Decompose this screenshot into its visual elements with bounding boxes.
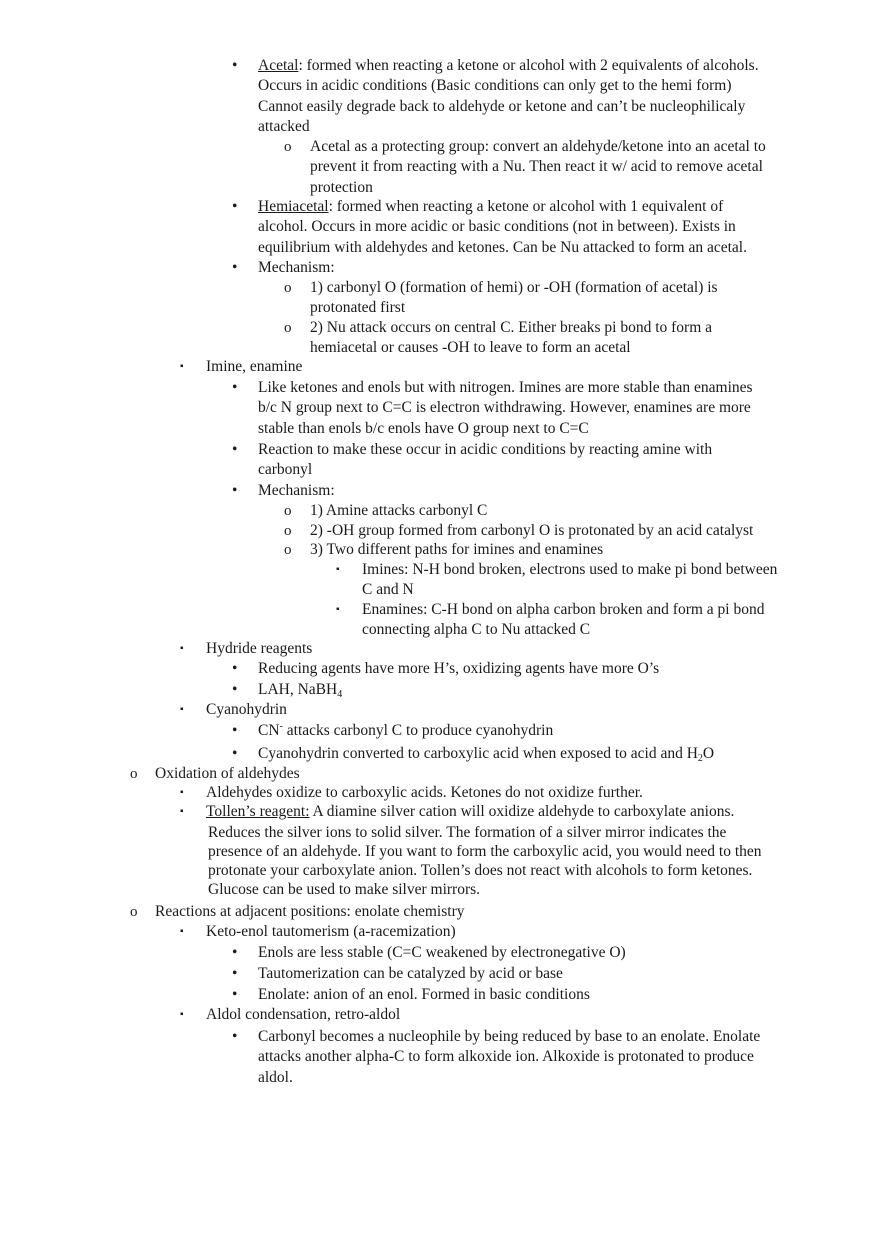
bullet-dot: •: [232, 745, 238, 762]
acetal-line: attacked: [258, 117, 310, 135]
text-line: 1) Amine attacks carbonyl C: [310, 502, 488, 519]
list-item: [232, 964, 830, 984]
text-line: protection: [310, 178, 373, 196]
subscript: 2: [697, 753, 703, 764]
bullet-dot: •: [232, 259, 238, 276]
tollens-paragraph: [208, 823, 840, 899]
text-line: Carbonyl becomes a nucleophile by being reduced by base to an enolate. Enolate: [258, 1028, 761, 1045]
text-line: aldol.: [258, 1068, 293, 1086]
section-heading: Cyanohydrin: [206, 701, 287, 718]
list-item: [232, 440, 830, 481]
bullet-square: ▪: [180, 787, 184, 798]
bullet-dot: •: [232, 441, 238, 458]
bullet-circle: o: [284, 139, 292, 155]
list-item: [232, 943, 830, 963]
list-item: [232, 744, 830, 764]
bullet-dot: •: [232, 1028, 238, 1045]
bullet-dot: •: [232, 57, 238, 74]
list-item-aldol: [180, 1005, 830, 1025]
bullet-square: ▪: [336, 564, 340, 575]
text-line: LAH, NaBH: [258, 681, 338, 698]
list-item-acetal-protecting: [284, 137, 830, 198]
text-line: Mechanism:: [258, 482, 335, 499]
acetal-line: Cannot easily degrade back to aldehyde or ketone and can’t be nucleophilicaly: [258, 97, 746, 115]
text-line: Cyanohydrin converted to carboxylic acid when exposed to acid and H: [258, 745, 698, 762]
text-line: A diamine silver cation will oxidize aldehyde to carboxylate anions.: [309, 803, 735, 820]
text-line: CN: [258, 722, 280, 739]
bullet-circle: o: [284, 503, 292, 519]
bullet-dot: •: [232, 660, 238, 677]
text-line: Aldehydes oxidize to carboxylic acids. Ketones do not oxidize further.: [206, 784, 643, 801]
text-line: Like ketones and enols but with nitrogen. Imines are more stable than enamines: [258, 379, 753, 396]
text-line: Reducing agents have more H’s, oxidizing agents have more O’s: [258, 660, 660, 677]
list-item-enamines-path: [336, 600, 830, 641]
text-line: b/c N group next to C=C is electron withdrawing. However, enamines are more: [258, 399, 751, 417]
section-heading: Oxidation of aldehydes: [155, 765, 300, 782]
bullet-dot: •: [232, 944, 238, 961]
section-heading: Keto-enol tautomerism (a-racemization): [206, 923, 456, 940]
text-line: equilibrium with aldehydes and ketones. Can be Nu attacked to form an acetal.: [258, 238, 747, 256]
text-line: stable than enols b/c enols have O group next to C=C: [258, 419, 589, 437]
text-line: O: [702, 745, 715, 762]
bullet-square: ▪: [180, 1009, 184, 1020]
text-line: 3) Two different paths for imines and enamines: [310, 541, 604, 558]
list-item-adjacent-reactions: [130, 902, 830, 922]
list-item-cyanohydrin: [180, 700, 830, 720]
bullet-square: ▪: [180, 806, 184, 817]
text-line: 1) carbonyl O (formation of hemi) or -OH (formation of acetal) is: [310, 279, 718, 296]
text-line: attacks carbonyl C to produce cyanohydrin: [282, 722, 554, 739]
list-item-mech-step-1: [284, 278, 830, 319]
text-line: Reduces the silver ions to solid silver. The formation of a silver mirror indicates the: [208, 824, 727, 841]
section-heading: Imine, enamine: [206, 358, 303, 375]
text-line: protonated first: [310, 299, 406, 317]
bullet-circle: o: [284, 280, 292, 296]
list-item-mechanism: [232, 258, 830, 278]
list-item-mech-step-1: [284, 501, 830, 521]
text-line: 2) -OH group formed from carbonyl O is protonated by an acid catalyst: [310, 522, 754, 539]
text-line: connecting alpha C to Nu attacked C: [362, 621, 591, 639]
list-item-tollens: [180, 802, 840, 822]
list-item-imine-enamine: [180, 357, 830, 377]
bullet-square: ▪: [180, 361, 184, 372]
text-line: Enamines: C-H bond on alpha carbon broken and form a pi bond: [362, 601, 765, 618]
text-line: protonate your carboxylate anion. Tollen’s does not react with alcohols to form ketones.: [208, 862, 753, 879]
text-line: prevent it from reacting with a Nu. Then react it w/ acid to remove acetal: [310, 158, 763, 176]
term-acetal: Acetal: [258, 57, 299, 74]
text-line: Imines: N-H bond broken, electrons used to make pi bond between: [362, 561, 778, 578]
list-item-mech-step-2: [284, 521, 830, 541]
list-item-mech-step-2: [284, 318, 830, 359]
list-item-oxidation: [130, 764, 830, 784]
text-line: Reaction to make these occur in acidic conditions by reacting amine with: [258, 441, 713, 458]
bullet-dot: •: [232, 965, 238, 982]
list-item-mechanism: [232, 481, 830, 501]
bullet-dot: •: [232, 379, 238, 396]
bullet-dot: •: [232, 482, 238, 499]
text-line: presence of an aldehyde. If you want to form the carboxylic acid, you would need to then: [208, 843, 762, 860]
bullet-dot: •: [232, 681, 238, 698]
list-item: [180, 783, 830, 803]
bullet-circle: o: [284, 320, 292, 336]
section-heading: Aldol condensation, retro-aldol: [206, 1006, 401, 1023]
bullet-dot: •: [232, 986, 238, 1003]
list-item: [232, 985, 830, 1005]
list-item-acetal: [232, 56, 830, 137]
text-line: hemiacetal or causes -OH to leave to form an acetal: [310, 339, 631, 357]
text-line: carbonyl: [258, 461, 313, 479]
bullet-square: ▪: [180, 643, 184, 654]
list-item-imines-path: [336, 560, 830, 601]
bullet-square: ▪: [180, 704, 184, 715]
text-line: Glucose can be used to make silver mirrors.: [208, 881, 481, 898]
list-item: [232, 378, 830, 439]
bullet-dot: •: [232, 198, 238, 215]
text-line: Enolate: anion of an enol. Formed in basic conditions: [258, 986, 590, 1003]
bullet-circle: o: [130, 904, 138, 920]
list-item-hemiacetal: [232, 197, 830, 258]
bullet-square: ▪: [180, 926, 184, 937]
superscript: -: [279, 721, 283, 732]
acetal-text: : formed when reacting a ketone or alcohol with 2 equivalents of alcohols.: [298, 57, 759, 74]
list-item-hydride-reagents: [180, 639, 830, 659]
list-item: [232, 680, 830, 700]
text-line: alcohol. Occurs in more acidic or basic conditions (not in between). Exists in: [258, 218, 736, 236]
list-item-mech-step-3: [284, 540, 830, 560]
text-line: Enols are less stable (C=C weakened by electronegative O): [258, 944, 626, 961]
text-line: Acetal as a protecting group: convert an aldehyde/ketone into an acetal to: [310, 138, 766, 155]
hemiacetal-text: : formed when reacting a ketone or alcohol with 1 equivalent of: [328, 198, 724, 215]
term-tollens-reagent: Tollen’s reagent:: [206, 803, 310, 820]
text-line: Mechanism:: [258, 259, 335, 276]
text-line: Tautomerization can be catalyzed by acid or base: [258, 965, 563, 982]
section-heading: Hydride reagents: [206, 640, 313, 657]
list-item: [232, 659, 830, 679]
bullet-dot: •: [232, 722, 238, 739]
subscript: 4: [337, 689, 343, 700]
section-heading: Reactions at adjacent positions: enolate chemistry: [155, 903, 465, 920]
bullet-circle: o: [130, 766, 138, 782]
text-line: 2) Nu attack occurs on central C. Either breaks pi bond to form a: [310, 319, 713, 336]
text-line: C and N: [362, 581, 414, 599]
term-hemiacetal: Hemiacetal: [258, 198, 329, 215]
bullet-circle: o: [284, 542, 292, 558]
list-item-keto-enol: [180, 922, 830, 942]
list-item: [232, 721, 830, 741]
acetal-line: Occurs in acidic conditions (Basic conditions can only get to the hemi form): [258, 77, 732, 95]
bullet-circle: o: [284, 523, 292, 539]
bullet-square: ▪: [336, 604, 340, 615]
list-item: [232, 1027, 830, 1088]
text-line: attacks another alpha-C to form alkoxide ion. Alkoxide is protonated to produce: [258, 1048, 754, 1066]
